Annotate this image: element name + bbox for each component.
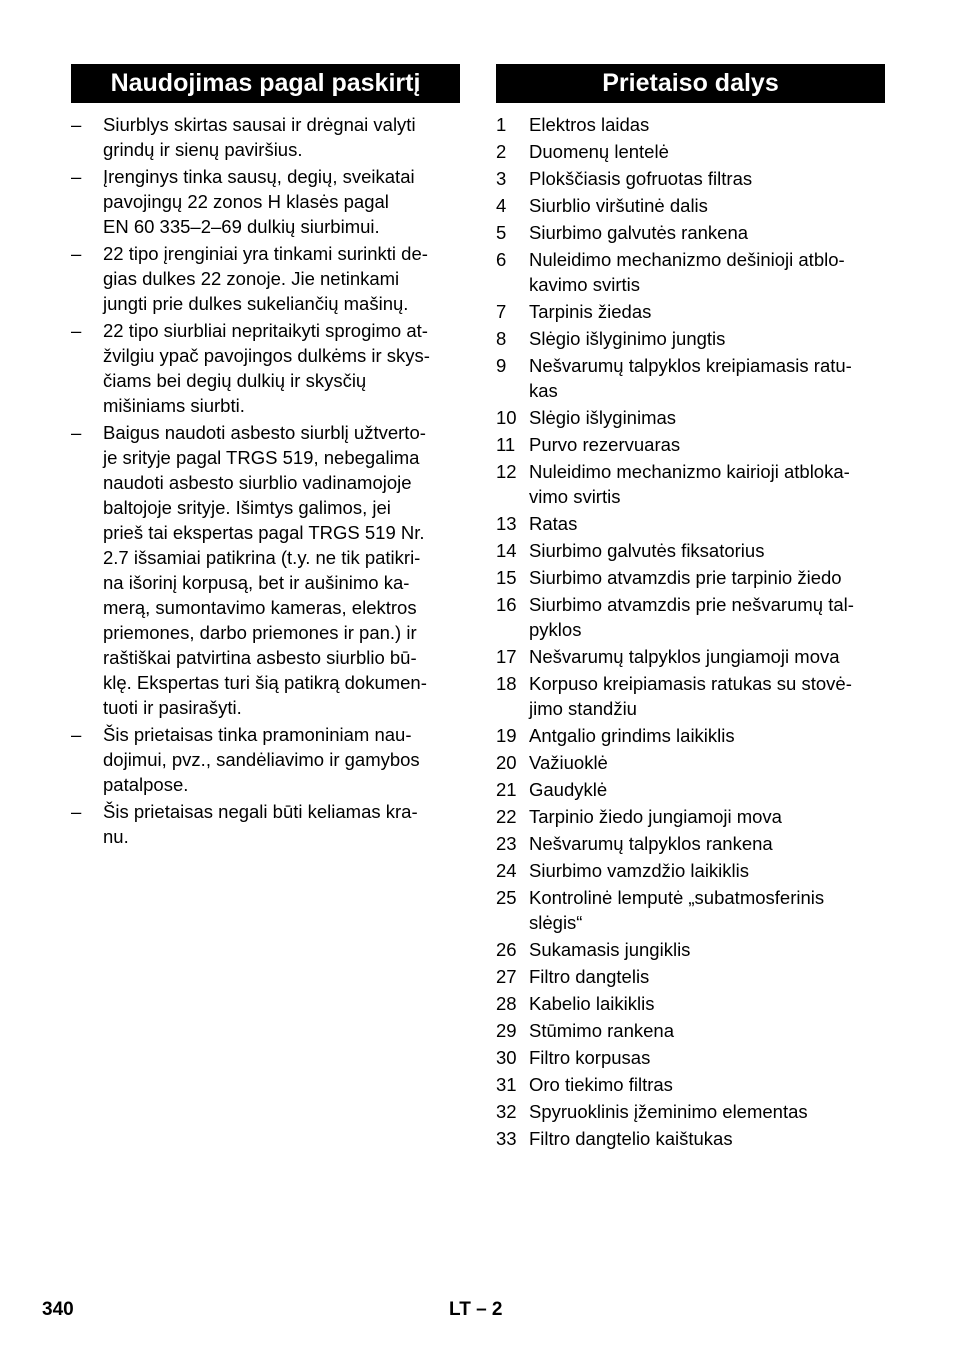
item-text-line: Oro tiekimo filtras (529, 1074, 673, 1095)
part-number: 28 (496, 993, 517, 1014)
part-number: 15 (496, 567, 517, 588)
part-item (496, 885, 888, 935)
part-item (496, 831, 888, 856)
part-item (496, 166, 888, 191)
usage-bullet-list (71, 112, 461, 851)
item-text-line: kavimo svirtis (529, 274, 641, 295)
part-item (496, 750, 888, 775)
item-text-line: Važiuoklė (529, 752, 608, 773)
item-text-line: Purvo rezervuaras (529, 434, 681, 455)
item-text-line: Kontrolinė lemputė „subatmosferinis (529, 887, 825, 908)
usage-item (71, 318, 461, 418)
bullet-dash: – (71, 724, 82, 745)
part-number: 6 (496, 249, 507, 270)
part-number: 3 (496, 168, 507, 189)
item-text-line: pyklos (529, 619, 582, 640)
part-item (496, 671, 888, 721)
part-number: 17 (496, 646, 517, 667)
usage-item (71, 420, 461, 720)
item-text-line: Filtro dangtelio kaištukas (529, 1128, 733, 1149)
item-text-line: Baigus naudoti asbesto siurblį užtverto- (103, 422, 426, 443)
part-item (496, 511, 888, 536)
part-number: 23 (496, 833, 517, 854)
item-text-line: EN 60 335–2–69 dulkių siurbimui. (103, 216, 380, 237)
item-text-line: Kabelio laikiklis (529, 993, 655, 1014)
part-item (496, 1072, 888, 1097)
item-text-line: Slėgio išlyginimas (529, 407, 677, 428)
item-text-line: gias dulkes 22 zonoje. Jie netinkami (103, 268, 400, 289)
usage-item (71, 112, 461, 162)
item-text-line: Siurblys skirtas sausai ir drėgnai valyti (103, 114, 416, 135)
item-text-line: Gaudyklė (529, 779, 608, 800)
item-text-line: Tarpinis žiedas (529, 301, 652, 322)
item-text-line: Ratas (529, 513, 578, 534)
item-text-line: prieš tai ekspertas pagal TRGS 519 Nr. (103, 522, 425, 543)
part-item (496, 964, 888, 989)
item-text-line: grindų ir sienų paviršius. (103, 139, 303, 160)
item-text-line: klę. Ekspertas turi šią patikrą dokumen- (103, 672, 427, 693)
part-number: 4 (496, 195, 507, 216)
part-item (496, 220, 888, 245)
item-text-line: Šis prietaisas negali būti keliamas kra- (103, 801, 418, 822)
part-number: 9 (496, 355, 507, 376)
part-number: 1 (496, 114, 507, 135)
item-text-line: Nešvarumų talpyklos jungiamoji mova (529, 646, 840, 667)
bullet-dash: – (71, 243, 82, 264)
item-text-line: kas (529, 380, 558, 401)
part-number: 27 (496, 966, 517, 987)
item-text-line: pavojingų 22 zonos H klasės pagal (103, 191, 389, 212)
item-text-line: Nuleidimo mechanizmo dešinioji atblo- (529, 249, 845, 270)
part-number: 21 (496, 779, 517, 800)
bullet-dash: – (71, 166, 82, 187)
part-number: 14 (496, 540, 517, 561)
part-item (496, 247, 888, 297)
part-number: 18 (496, 673, 517, 694)
item-text-line: 22 tipo siurbliai nepritaikyti sprogimo at- (103, 320, 428, 341)
part-number: 20 (496, 752, 517, 773)
page-number: 340 (42, 1299, 74, 1320)
item-text-line: vimo svirtis (529, 486, 621, 507)
usage-item (71, 164, 461, 239)
item-text-line: Nešvarumų talpyklos rankena (529, 833, 773, 854)
parts-numbered-list (496, 112, 888, 1153)
item-text-line: raštiškai patvirtina asbesto siurblio bū- (103, 647, 417, 668)
part-item (496, 193, 888, 218)
bullet-dash: – (71, 320, 82, 341)
item-text-line: mišiniams siurbti. (103, 395, 245, 416)
item-text-line: jimo standžiu (529, 698, 637, 719)
part-item (496, 432, 888, 457)
part-item (496, 858, 888, 883)
part-number: 8 (496, 328, 507, 349)
part-number: 19 (496, 725, 517, 746)
item-text-line: priemones, darbo priemones ir pan.) ir (103, 622, 417, 643)
part-item (496, 723, 888, 748)
part-item (496, 565, 888, 590)
item-text-line: Nešvarumų talpyklos kreipiamasis ratu- (529, 355, 852, 376)
part-number: 11 (496, 434, 516, 455)
part-number: 25 (496, 887, 517, 908)
usage-item (71, 241, 461, 316)
part-number: 33 (496, 1128, 517, 1149)
item-text-line: čiams bei degių dulkių ir skysčių (103, 370, 367, 391)
part-number: 24 (496, 860, 517, 881)
item-text-line: Sukamasis jungiklis (529, 939, 691, 960)
item-text-line: Siurbimo atvamzdis prie tarpinio žiedo (529, 567, 842, 588)
item-text-line: Šis prietaisas tinka pramoniniam nau- (103, 724, 412, 745)
part-item (496, 405, 888, 430)
item-text-line: Plokščiasis gofruotas filtras (529, 168, 753, 189)
item-text-line: 22 tipo įrenginiai yra tinkami surinkti de- (103, 243, 428, 264)
part-item (496, 538, 888, 563)
item-text-line: Siurblio viršutinė dalis (529, 195, 708, 216)
item-text-line: Slėgio išlyginimo jungtis (529, 328, 726, 349)
part-item (496, 644, 888, 669)
part-number: 22 (496, 806, 517, 827)
item-text-line: Antgalio grindims laikiklis (529, 725, 735, 746)
bullet-dash: – (71, 422, 82, 443)
part-item (496, 299, 888, 324)
part-number: 32 (496, 1101, 517, 1122)
part-number: 16 (496, 594, 517, 615)
item-text-line: žvilgiu ypač pavojingos dulkėms ir skys- (103, 345, 430, 366)
part-item (496, 592, 888, 642)
part-item (496, 1099, 888, 1124)
item-text-line: naudoti asbesto siurblio vadinamojoje (103, 472, 412, 493)
part-number: 31 (496, 1074, 517, 1095)
usage-item (71, 722, 461, 797)
item-text-line: 2.7 išsamiai patikrina (t.y. ne tik patikri- (103, 547, 421, 568)
part-item (496, 112, 888, 137)
part-number: 30 (496, 1047, 517, 1068)
item-text-line: je srityje pagal TRGS 519, nebegalima (103, 447, 420, 468)
part-number: 12 (496, 461, 517, 482)
item-text-line: Duomenų lentelė (529, 141, 669, 162)
part-number: 13 (496, 513, 517, 534)
part-item (496, 1126, 888, 1151)
section-heading-usage: Naudojimas pagal paskirtį (71, 64, 460, 103)
part-number: 2 (496, 141, 507, 162)
item-text-line: baltojoje srityje. Išimtys galimos, jei (103, 497, 391, 518)
part-number: 26 (496, 939, 517, 960)
bullet-dash: – (71, 114, 82, 135)
item-text-line: Siurbimo galvutės rankena (529, 222, 749, 243)
item-text-line: dojimui, pvz., sandėliavimo ir gamybos (103, 749, 420, 770)
part-number: 5 (496, 222, 507, 243)
item-text-line: slėgis“ (529, 912, 583, 933)
part-item (496, 459, 888, 509)
part-item (496, 937, 888, 962)
part-number: 7 (496, 301, 507, 322)
part-item (496, 1045, 888, 1070)
item-text-line: Siurbimo galvutės fiksatorius (529, 540, 765, 561)
page-code: LT – 2 (449, 1299, 503, 1320)
item-text-line: jungti prie dulkes sukeliančių mašinų. (103, 293, 409, 314)
item-text-line: Filtro korpusas (529, 1047, 651, 1068)
item-text-line: patalpose. (103, 774, 189, 795)
item-text-line: Korpuso kreipiamasis ratukas su stovė- (529, 673, 852, 694)
item-text-line: Stūmimo rankena (529, 1020, 674, 1041)
part-item (496, 804, 888, 829)
part-item (496, 353, 888, 403)
usage-item (71, 799, 461, 849)
section-heading-parts: Prietaiso dalys (496, 64, 885, 103)
part-item (496, 1018, 888, 1043)
item-text-line: Spyruoklinis įžeminimo elementas (529, 1101, 808, 1122)
part-item (496, 326, 888, 351)
part-number: 29 (496, 1020, 517, 1041)
item-text-line: Siurbimo atvamzdis prie nešvarumų tal- (529, 594, 854, 615)
item-text-line: Siurbimo vamzdžio laikiklis (529, 860, 750, 881)
part-item (496, 777, 888, 802)
item-text-line: na išorinį korpusą, bet ir aušinimo ka- (103, 572, 410, 593)
item-text-line: Įrenginys tinka sausų, degių, sveikatai (103, 166, 415, 187)
item-text-line: tuoti ir pasirašyti. (103, 697, 242, 718)
item-text-line: Nuleidimo mechanizmo kairioji atbloka- (529, 461, 850, 482)
item-text-line: Filtro dangtelis (529, 966, 650, 987)
item-text-line: Elektros laidas (529, 114, 650, 135)
part-number: 10 (496, 407, 517, 428)
item-text-line: nu. (103, 826, 129, 847)
item-text-line: merą, sumontavimo kameras, elektros (103, 597, 417, 618)
part-item (496, 139, 888, 164)
part-item (496, 991, 888, 1016)
bullet-dash: – (71, 801, 82, 822)
item-text-line: Tarpinio žiedo jungiamoji mova (529, 806, 782, 827)
